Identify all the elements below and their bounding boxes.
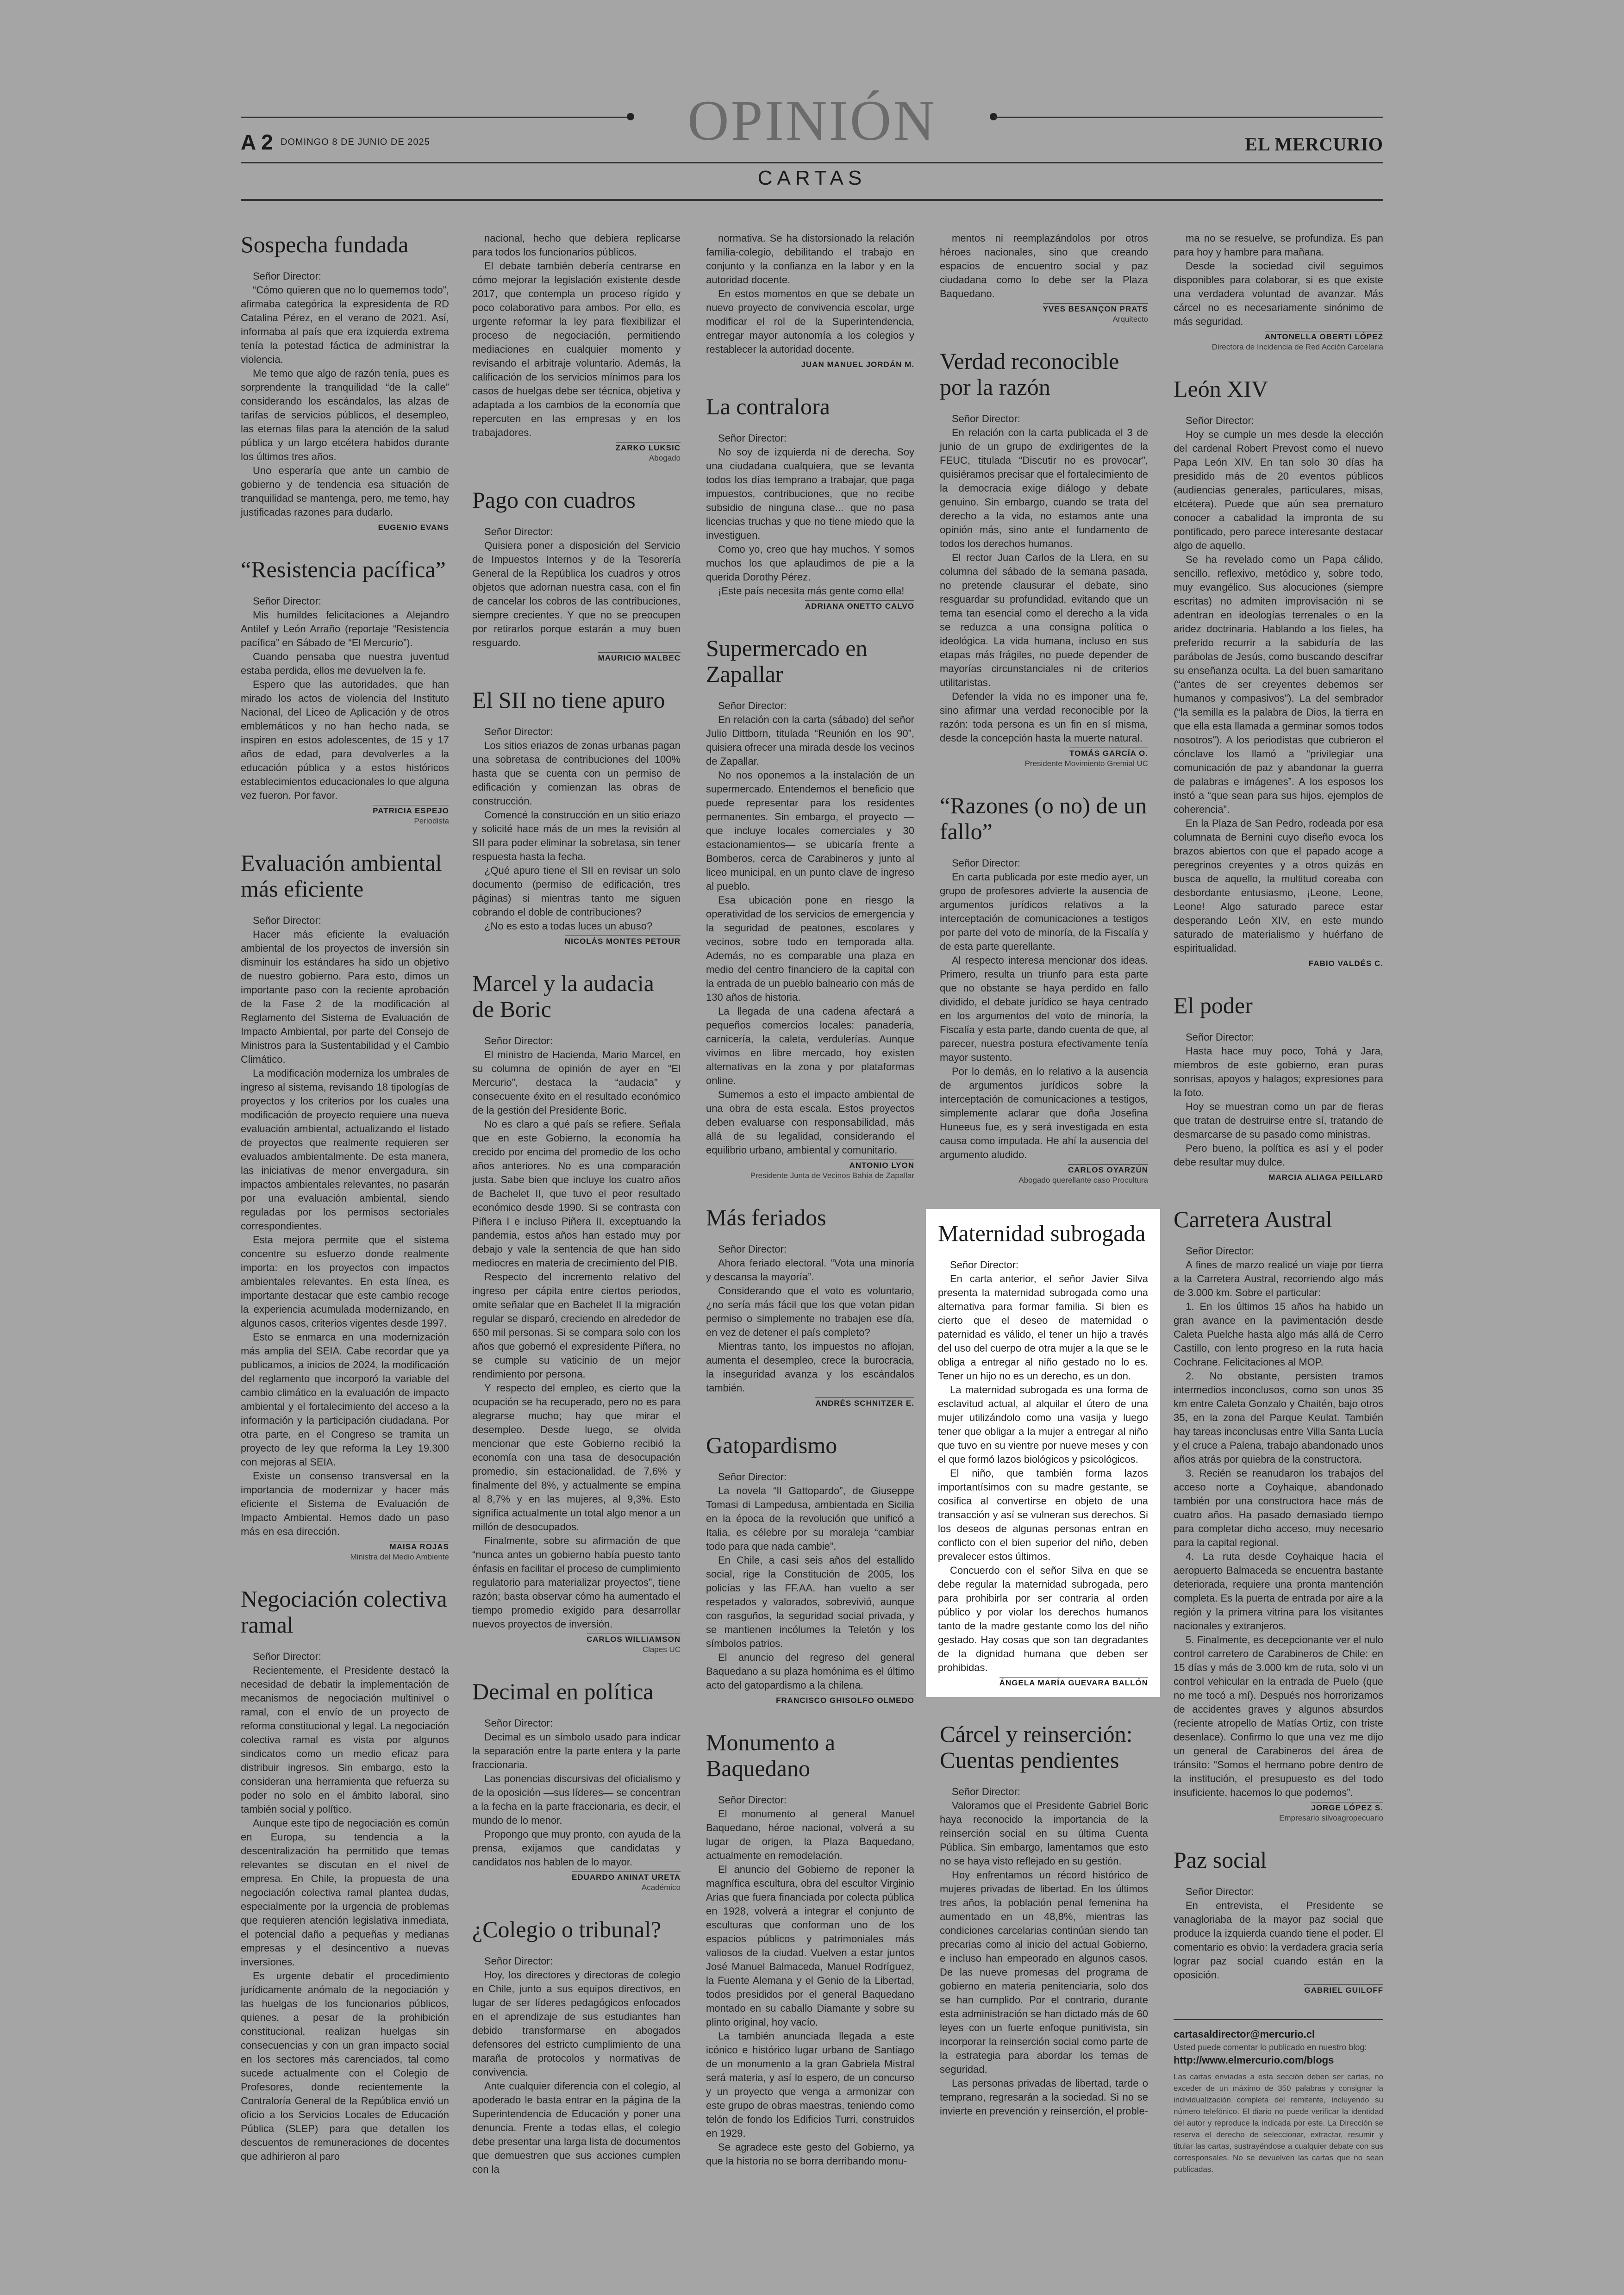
- letter-paragraph: Esa ubicación pone en riesgo la operatividad de los servicios de emergencia y la seguridad de peatones, escolares y vecinos, sobre todo en temporada alta. Además, no es comparable una plaza en medio del centro financiero de la capital con la entrada de un pueblo balneario con más de 130 años de historia.: [706, 894, 914, 1003]
- header-rule-top: [241, 162, 1383, 163]
- letter-maternidad-subrogada: [926, 1209, 1160, 1697]
- letter-salutation: Señor Director:: [718, 1471, 787, 1483]
- letter-signer-role: Abogado: [649, 454, 681, 462]
- letter-signature: MAURICIO MALBEC: [598, 652, 681, 662]
- contact-box: [1174, 2019, 1383, 2175]
- letter-signature: ANTONELLA OBERTI LÓPEZ: [1265, 331, 1383, 341]
- letter-paragraph: Comencé la construcción en un sitio eriazo y solicité hace más de un mes la revisión al SII para poder eliminar la sobretasa, sin tener respuesta hasta la fecha.: [472, 809, 681, 862]
- letter-paragraph: Hasta hace muy poco, Tohá y Jara, miembros de este gobierno, eran puras sonrisas, apoyos y halagos; expresiones para la foto.: [1174, 1045, 1383, 1098]
- letter-paragraph: Concuerdo con el señor Silva en que se debe regular la maternidad subrogada, pero para prohibirla por ser contraria al orden público y por violar los derechos humanos tanto de la madre gestante como los del niño gestado. Hay cosas que son tan degradantes de la dignidad humana que deben ser prohibidas.: [938, 1565, 1148, 1673]
- letter-paragraph: La novela “Il Gattopardo”, de Giuseppe Tomasi di Lampedusa, ambientada en Sicilia en la época de la revolución que unificó a Italia, es célebre por su moraleja “cambiar todo para que nada cambie”.: [706, 1485, 914, 1552]
- letter-paragraph: Uno esperaría que ante un cambio de gobierno y de tendencia esa situación de tranquilidad se mantenga, pero, me temo, hay justificadas razones para dudarlo.: [241, 465, 449, 518]
- page-date: DOMINGO 8 DE JUNIO DE 2025: [281, 137, 430, 147]
- letter-paragraph: Ante cualquier diferencia con el colegio, al apoderado le basta entrar en la página de la Superintendencia de Educación y poner una denuncia. Frente a todas ellas, el colegio debe presentar una larga lista de documentos que demuestren que sus acciones cumplen con la: [472, 2080, 681, 2175]
- column-5: [1174, 231, 1383, 2175]
- letter-paragraph: mentos ni reemplazándolos por otros héroes nacionales, sino que creando espacios de encuentro social y paz ciudadana como lo debe ser la Plaza Baquedano.: [940, 232, 1148, 299]
- letter-carcel-y-reinsercion-cuentas-pendientes: [940, 1721, 1148, 2118]
- letter-paragraph: La modificación moderniza los umbrales de ingreso al sistema, revisando 18 tipologías de proyectos y los criterios por los cuales una modificación de proyecto requiere una nueva evaluación ambiental, actualizando el listado de proyectos que realmente requieren ser evaluados ambientalmente. De esta manera, las iniciativas de menor envergadura, sin impactos ambientales relevantes, no pasarán por una evaluación ambiental, siendo reguladas por los permisos sectoriales correspondientes.: [241, 1067, 449, 1232]
- masthead: [241, 88, 1383, 204]
- letter-paragraph: El anuncio del regreso del general Baquedano a su plaza homónima es el último acto del gatopardismo a la chilena.: [706, 1652, 914, 1691]
- letter-signature: JUAN MANUEL JORDÁN M.: [801, 359, 914, 369]
- letter-signature: MARCIA ALIAGA PEILLARD: [1268, 1172, 1383, 1182]
- subsection-title: CARTAS: [757, 167, 867, 189]
- letter-paragraph: Desde la sociedad civil seguimos disponibles para colaborar, si es que existe una verdadera voluntad de avanzar. Más cárcel no es necesariamente sinónimo de más seguridad.: [1174, 260, 1383, 327]
- letter-title: Negociación colectiva ramal: [241, 1586, 447, 1638]
- letter-salutation: Señor Director:: [484, 526, 553, 537]
- letter-verdad-reconocible-por-la-razon: [940, 348, 1148, 768]
- letter-salutation: Señor Director:: [718, 1794, 787, 1806]
- letter-title: “Resistencia pacífica”: [241, 556, 446, 582]
- contact-email[interactable]: cartasaldirector@mercurio.cl: [1174, 2028, 1315, 2040]
- letter-title: Cárcel y reinserción: Cuentas pendientes: [940, 1721, 1133, 1773]
- letter-signature: FABIO VALDÉS C.: [1309, 958, 1383, 968]
- page-number: A 2: [241, 130, 273, 154]
- letter-paragraph: Pero bueno, la política es así y el poder debe resultar muy dulce.: [1174, 1142, 1383, 1168]
- letter-paragraph: Propongo que muy pronto, con ayuda de la prensa, exijamos que candidatas y candidatos nos hablen de lo mayor.: [472, 1828, 681, 1868]
- letter-paragraph: El anuncio del Gobierno de reponer la magnífica escultura, obra del escultor Virginio Arias que fuera financiada por colecta pública en 1928, volverá a integrar el conjunto de esculturas que conforman uno de los espacios públicos y patrimoniales más valiosos de la ciudad. Vuelven a estar juntos José Manuel Balmaceda, Manuel Rodríguez, la Fuente Alemana y el Genio de la Libertad, todos presididos por el general Baquedano montado en su caballo Diamante y sobre su plinto original, hoy vacío.: [706, 1864, 914, 2028]
- letter-title: Sospecha fundada: [241, 231, 409, 257]
- letter-title: La contralora: [706, 393, 830, 419]
- letter-signature: JORGE LÓPEZ S.: [1311, 1802, 1383, 1812]
- letter-paragraph: 3. Recién se reanudaron los trabajos del acceso norte a Coyhaique, abandonado también por una constructora hace más de cuatro años. Ha pasado demasiado tiempo para completar dicho acceso, muy necesario para la capital regional.: [1174, 1467, 1383, 1548]
- letter-paragraph: Es urgente debatir el procedimiento jurídicamente anómalo de la negociación y las huelgas de los funcionarios públicos, quienes, a pesar de la prohibición constitucional, realizan huelgas sin consecuencias y con un gran impacto social en los sectores más carenciados, tal como sucede actualmente con el Colegio de Profesores, donde recientemente la Contraloría General de la República envió un oficio a los Servicios Locales de Educación Pública (SLEP) para que detallen los descuentos de remuneraciones de docentes que adhirieron al paro: [241, 1970, 449, 2162]
- letter-paragraph: Como yo, creo que hay muchos. Y somos muchos los que aplaudimos de pie a la querida Dorothy Pérez.: [706, 543, 914, 583]
- letter-resistencia-pacifica: [241, 556, 449, 826]
- letter-signature: TOMÁS GARCÍA O.: [1069, 748, 1148, 758]
- letter-signer-role: Directora de Incidencia de Red Acción Carcelaria: [1212, 343, 1383, 351]
- letter-title: Gatopardismo: [706, 1432, 837, 1458]
- letter-paragraph: El ministro de Hacienda, Mario Marcel, en su columna de opinión de ayer en “El Mercurio”, destaca la “audacia” y consecuente éxito en el resultado económico de la gestión del Presidente Boric.: [472, 1049, 681, 1116]
- letter-monumento-a-baquedano: [706, 1729, 914, 2168]
- letter-paragraph: Decimal es un símbolo usado para indicar la separación entre la parte entera y la parte fraccionaria.: [472, 1731, 681, 1771]
- letter-paragraph: Respecto del incremento relativo del ingreso per cápita entre ciertos periodos, omite señalar que en Bachelet II la migración regular se disparó, creciendo en alrededor de 650 mil personas. Si se compara solo con los años que gobernó el expresidente Piñera, no se cumple su vaticinio de un mejor rendimiento por persona.: [472, 1271, 681, 1380]
- letter-paragraph: 4. La ruta desde Coyhaique hacia el aeropuerto Balmaceda se encuentra bastante deteriorada, requiere una pronta mantención completa. Es la puerta de entrada por aire a la región y la primera vitrina para los visitantes nacionales y extranjeros.: [1174, 1551, 1383, 1632]
- letter-razones-o-no-de-un-fallo: [940, 792, 1148, 1185]
- letter-evaluacion-ambiental-mas-eficiente: [241, 850, 449, 1562]
- letter-title: Pago con cuadros: [472, 487, 636, 513]
- letter-signer-role: Ministra del Medio Ambiente: [350, 1553, 449, 1561]
- letter-signature: ÁNGELA MARÍA GUEVARA BALLÓN: [999, 1677, 1148, 1687]
- letter-la-contralora: [706, 393, 914, 611]
- letter-salutation: Señor Director:: [253, 1651, 321, 1662]
- letter-paragraph: Mis humildes felicitaciones a Alejandro Antilef y León Arraño (reportaje “Resistencia pacífica” en Sábado de “El Mercurio”).: [241, 609, 449, 649]
- letter-signature: ANDRÉS SCHNITZER E.: [815, 1397, 914, 1408]
- letter-title: Monumento a Baquedano: [706, 1729, 836, 1781]
- letter-signer-role: Empresario silvoagropecuario: [1279, 1814, 1383, 1822]
- column-2: [472, 231, 681, 2201]
- letter-paragraph: Las ponencias discursivas del oficialismo y de la oposición —sus líderes— se concentran a la fecha en la parte fraccionaria, es decir, el mundo de lo menor.: [472, 1773, 681, 1826]
- letter-paragraph: Hoy, los directores y directoras de colegio en Chile, junto a sus equipos directivos, en lugar de ser líderes pedagógicos enfocados en el aprendizaje de sus estudiantes han debido transformarse en abogados defensores del estricto cumplimiento de una maraña de protocolos y normativas de convivencia.: [472, 1969, 681, 2078]
- letter-pago-con-cuadros: [472, 487, 681, 663]
- letter-paragraph: “Cómo quieren que no lo quememos todo”, afirmaba categórica la expresidenta de RD Catalina Pérez, en el verano de 2021. Así, informaba al país que era izquierda extrema tenía la potestad fáctica de administrar la violencia.: [241, 284, 449, 365]
- letter-salutation: Señor Director:: [1186, 1031, 1254, 1043]
- letter-title: El SII no tiene apuro: [472, 687, 665, 713]
- letter-paragraph: 1. En los últimos 15 años ha habido un gran avance en la pavimentación desde Caleta Puelche hasta algo más allá de Cerro Castillo, con lento progreso en la ruta hacia Cochrane. Felicitaciones al MOP.: [1174, 1301, 1383, 1368]
- letter-paragraph: Hoy se cumple un mes desde la elección del cardenal Robert Prevost como el nuevo Papa León XIV. En tan solo 30 días ha presidido más de 20 eventos públicos (audiencias generales, particulares, misas, etcétera). Puede que aún sea prematuro conocer a cabalidad la impronta de su pontificado, pero parece interesante destacar algo de aquello.: [1174, 429, 1383, 551]
- letter-salutation: Señor Director:: [484, 726, 553, 737]
- column-3: [706, 231, 914, 2192]
- letter-title: Verdad reconocible por la razón: [940, 348, 1119, 400]
- letter-paragraph: No soy de izquierda ni de derecha. Soy una ciudadana cualquiera, que se levanta todos los días temprano a trabajar, que paga impuestos, contribuciones, que no recibe subsidio de ninguna clase... que no pasa licencias truchas y que no tiene miedo que la investiguen.: [706, 446, 914, 541]
- letter-paragraph: Valoramos que el Presidente Gabriel Boric haya reconocido la importancia de la reinserción social en su última Cuenta Pública. Sin embargo, lamentamos que esto no se haya visto reflejado en su gestión.: [940, 1800, 1148, 1867]
- letter-salutation: Señor Director:: [253, 595, 321, 607]
- letter-paragraph: Cuando pensaba que nuestra juventud estaba perdida, ellos me devuelven la fe.: [241, 651, 449, 676]
- letter-salutation: Señor Director:: [1186, 1886, 1254, 1897]
- letter-continuation: [1174, 231, 1383, 352]
- letter-signer-role: Clapes UC: [642, 1645, 681, 1654]
- letter-signature: CARLOS OYARZÚN: [1068, 1164, 1148, 1174]
- letter-paragraph: En carta publicada por este medio ayer, un grupo de profesores advierte la ausencia de argumentos jurídicos relativos a la interceptación de comunicaciones a testigos por parte del voto de minoría, de la Fiscalía y de esta parte querellante.: [940, 871, 1148, 952]
- letter-salutation: Señor Director:: [952, 1786, 1020, 1797]
- letter-title: Más feriados: [706, 1204, 826, 1230]
- header-rule-bottom: [241, 199, 1383, 201]
- letter-title: Paz social: [1174, 1847, 1267, 1873]
- letter-paragraph: No es claro a qué país se refiere. Señala que en este Gobierno, la economía ha crecido por encima del promedio de los ocho años anteriores. No es una comparación justa. Sabe bien que incluye los cuatro años de Bachelet II, que tuvo el peor resultado económico desde 1990. Si se contrasta con Piñera I e incluso Piñera II, exceptuando la pandemia, estos años han estado muy por debajo y vale la sentencia de que han sido mediocres en materia de crecimiento del PIB.: [472, 1118, 681, 1269]
- letter-negociacion-colectiva-ramal: [241, 1586, 449, 2164]
- letter-signer-role: Periodista: [414, 817, 449, 825]
- letter-paragraph: A fines de marzo realicé un viaje por tierra a la Carretera Austral, recorriendo algo más de 3.000 km. Sobre el particular:: [1174, 1259, 1383, 1298]
- letter-paragraph: Espero que las autoridades, que han mirado los actos de violencia del Instituto Nacional, del Liceo de Aplicación y de otros emblemáticos y no han hecho nada, se inspiren en estos adolescentes, de 15 y 17 años de edad, para devolverles a la educación pública y a estos históricos establecimientos educacionales lo que alguna vez fueron. Por favor.: [241, 679, 449, 801]
- letter-title: Carretera Austral: [1174, 1206, 1332, 1232]
- letter-title: Marcel y la audacia de Boric: [472, 970, 654, 1022]
- letter-decimal-en-politica: [472, 1678, 681, 1892]
- letter-paragraph: Me temo que algo de razón tenía, pues es sorprendente la tranquilidad “de la calle” considerando los escándalos, las alzas de tarifas de servicios públicos, el desempleo, las eternas filas para la atención de la salud pública y un largo etcétera habidos durante los últimos tres años.: [241, 368, 449, 462]
- letter-paragraph: El rector Juan Carlos de la Llera, en su columna del sábado de la semana pasada, no pretende clausurar el debate, sino resguardar su profundidad, evitando que un tema tan esencial como el derecho a la vida se reduzca a una consigna política o ideológica. La vida humana, incluso en sus etapas más frágiles, no puede depender de mayorías circunstanciales ni de criterios utilitaristas.: [940, 552, 1148, 688]
- letter-supermercado-en-zapallar: [706, 635, 914, 1180]
- blog-intro: Usted puede comentar lo publicado en nuestro blog:: [1174, 2043, 1367, 2052]
- letter-paragraph: ¿Qué apuro tiene el SII en revisar un solo documento (permiso de edificación, tres páginas) si mientras tanto me siguen cobrando el doble de contribuciones?: [472, 865, 681, 918]
- letter-paragraph: Al respecto interesa mencionar dos ideas. Primero, resulta un triunfo para esta parte que no obstante se haya perdido en fallo dividido, el debate jurídico se haya centrado en los argumentos del voto de minoría, la Fiscalía y esta parte, dando cuenta de que, al parecer, nuestra postura efectivamente tenía mayor sustento.: [940, 954, 1148, 1063]
- letter-title: Maternidad subrogada: [938, 1220, 1146, 1246]
- letter-paragraph: nacional, hecho que debiera replicarse para todos los funcionarios públicos.: [472, 232, 681, 258]
- letter-paragraph: El debate también debería centrarse en cómo mejorar la legislación existente desde 2017, que contempla un proceso rígido y poco colaborativo para ambos. Por ello, es urgente reformar la ley para flexibilizar el proceso de negociación, permitiendo mediaciones en cualquier momento y revisando el arbitraje voluntario. Además, la calificación de los servicios mínimos para los casos de huelgas debe ser técnica, objetiva y adaptada a los cambios de la economía que repercuten en las empresas y en los trabajadores.: [472, 260, 681, 438]
- letter-paragraph: La maternidad subrogada es una forma de esclavitud actual, al alquilar el útero de una mujer utilizándolo como una vasija y luego tener que obligar a la mujer a entregar al niño que tuvo en su vientre por nueve meses y con el que formó lazos biológicos y psicológicos.: [938, 1384, 1148, 1465]
- letter-signer-role: Arquitecto: [1112, 315, 1148, 324]
- letter-paragraph: 5. Finalmente, es decepcionante ver el nulo control carretero de Carabineros de Chile: en 15 días y más de 3.000 km de ruta, solo vi un control vehicular en la entrada de Puelo (que no me tocó a mí). Después nos horrorizamos de accidentes graves y algunos absurdos (reciente atropello de Matías Ortiz, con triste desenlace). Confirmo lo que una vez me dijo un general de Carabineros del área de tránsito: “Somos el hermano pobre dentro de la institución, el presupuesto es del todo insuficiente, hacemos lo que podemos”.: [1174, 1634, 1383, 1798]
- letter-paragraph: Considerando que el voto es voluntario, ¿no sería más fácil que los que votan pidan permiso o simplemente no trabajen ese día, en vez de detener el país completo?: [706, 1285, 914, 1338]
- letter-signer-role: Presidente Movimiento Gremial UC: [1024, 759, 1148, 768]
- letter-salutation: Señor Director:: [950, 1259, 1018, 1271]
- letter-salutation: Señor Director:: [718, 432, 787, 444]
- letter-paragraph: normativa. Se ha distorsionado la relación familia-colegio, debilitando el trabajo en conjunto y la confianza en la labor y en la autoridad docente.: [706, 232, 914, 286]
- letter-continuation: [706, 231, 914, 369]
- letter-signature: ZARKO LUKSIC: [616, 442, 681, 452]
- letter-salutation: Señor Director:: [1186, 415, 1254, 426]
- column-4: [940, 231, 1148, 2142]
- letter-paragraph: En Chile, a casi seis años del estallido social, rige la Constitución de 2005, los policías y las FF.AA. han vuelto a ser respetados y valorados, sobrevivió, aunque con rasguños, la seguridad social privada, y se mantienen incólumes la Teletón y los símbolos patrios.: [706, 1554, 914, 1649]
- letter-salutation: Señor Director:: [1186, 1245, 1254, 1257]
- letter-paragraph: Ahora feriado electoral. “Vota una minoría y descansa la mayoría”.: [706, 1257, 914, 1283]
- letter-title: El poder: [1174, 992, 1253, 1018]
- letter-signature: EDUARDO ANINAT URETA: [572, 1871, 681, 1882]
- letter-signature: FRANCISCO GHISOLFO OLMEDO: [776, 1695, 914, 1705]
- letter-paragraph: Recientemente, el Presidente destacó la necesidad de debatir la implementación de mecanismos de negociación multinivel o ramal, con el envío de un proyecto de reforma constitucional y legal. La negociación colectiva ramal es vista por algunos sindicatos como un medio eficaz para distribuir ingresos. Sin embargo, esto la consideran una herramienta que refuerza su poder no solo en el ámbito laboral, sino también social y político.: [241, 1665, 449, 1815]
- letter-signature: EUGENIO EVANS: [378, 522, 449, 532]
- letter-signature: ANTONIO LYON: [849, 1160, 914, 1170]
- letter-title: Evaluación ambiental más eficiente: [241, 850, 442, 902]
- letter-signer-role: Presidente Junta de Vecinos Bahía de Zapallar: [750, 1171, 914, 1180]
- letter-paragraph: La llegada de una cadena afectará a pequeños comercios locales: panadería, carnicería, la caleta, verdulerías. Aunque vivimos en libre mercado, hoy existen alternativas en la zona y por plataformas online.: [706, 1005, 914, 1086]
- letter-leon-xiv: [1174, 376, 1383, 968]
- letter-paragraph: Aunque este tipo de negociación es común en Europa, su tendencia a la descentralización ha permitido que temas relevantes se discutan en el nivel de empresa. En Chile, la propuesta de una negociación colectiva ramal plantea dudas, especialmente por la urgencia de problemas que requieren atención legislativa inmediata, el potencial daño a pequeñas y medianas empresas y el desincentivo a nuevas inversiones.: [241, 1817, 449, 1968]
- letter-paragraph: ma no se resuelve, se profundiza. Es pan para hoy y hambre para mañana.: [1174, 232, 1383, 258]
- column-1: [241, 231, 449, 2188]
- letter-paragraph: ¡Este país necesita más gente como ella!: [718, 585, 905, 597]
- letter-signature: PATRICIA ESPEJO: [373, 805, 449, 815]
- letter-salutation: Señor Director:: [484, 1035, 553, 1047]
- letter-paragraph: Existe un consenso transversal en la importancia de modernizar y hacer más eficiente el Sistema de Evaluación de Impacto Ambiental. Hemos dado un paso más en esa dirección.: [241, 1470, 449, 1537]
- letter-el-sii-no-tiene-apuro: [472, 687, 681, 946]
- letter-continuation: [940, 231, 1148, 324]
- letter-signature: CARLOS WILLIAMSON: [587, 1634, 681, 1644]
- letter-salutation: Señor Director:: [718, 1243, 787, 1255]
- letter-el-poder: [1174, 992, 1383, 1182]
- letter-paragraph: Las personas privadas de libertad, tarde o temprano, regresarán a la sociedad. Si no se invierte en prevención y reinserción, el proble-: [940, 2077, 1149, 2117]
- letter-paragraph: El monumento al general Manuel Baquedano, héroe nacional, volverá a su lugar de origen, la Plaza Baquedano, actualmente en remodelación.: [706, 1808, 914, 1861]
- masthead-rule-right: [994, 117, 1383, 118]
- letter-signature: GABRIEL GUILOFF: [1304, 1984, 1383, 1995]
- letter-signature: YVES BESANÇON PRATS: [1043, 303, 1148, 313]
- column-5-letters: [1174, 231, 1383, 1995]
- letter-paragraph: 2. No obstante, persisten tramos intermedios inconclusos, como son unos 35 km entre Caleta Gonzalo y Chaitén, bajo otros 35, en la zona del Parque Keulat. También hay tareas inconclusas entre Villa Santa Lucía y el cruce a Palena, trabajo abandonado unos años atrás por quiebra de la constructora.: [1174, 1370, 1383, 1465]
- letter-paz-social: [1174, 1847, 1383, 1995]
- letter-paragraph: Esta mejora permite que el sistema concentre su esfuerzo donde realmente importa: en los proyectos con impactos ambientales relevantes. En esta línea, es importante destacar que este cambio recoge la experiencia acumulada modernizando, en algunos casos, criterios vigentes desde 1997.: [241, 1234, 449, 1329]
- blog-link[interactable]: http://www.elmercurio.com/blogs: [1174, 2054, 1334, 2066]
- letter-paragraph: En relación con la carta (sábado) del señor Julio Dittborn, titulada “Reunión en los 90”, quisiera ofrecer una mirada desde los vecinos de Zapallar.: [706, 714, 914, 767]
- letter-paragraph: Los sitios eriazos de zonas urbanas pagan una sobretasa de contribuciones del 100% hasta que se cuenta con un permiso de edificación y comienzan las obras de construcción.: [472, 740, 681, 807]
- letter-paragraph: Se ha revelado como un Papa cálido, sencillo, reflexivo, metódico y, sobre todo, muy evangélico. Sus alocuciones (siempre escritas) no admiten improvisación ni se adentran en ideologías terrenales o en la aridez doctrinaria. Hablando a los fieles, ha preferido recurrir a la sabiduría de las parábolas de Jesús, como buscando descifrar su enseñanza oculta. La del buen samaritano (“antes de ser creyentes debemos ser humanos y compasivos”). La del sembrador (“la semilla es la palabra de Dios, la tierra en que ella esta llamada a germinar somos todos nosotros”). A los periodistas que cubrieron el cónclave los llamó a “privilegiar una comunicación de paz y abandonar la guerra de palabras e imágenes”. A los esposos los instó a “que sean para sus hijos, ejemplos de coherencia”.: [1174, 554, 1383, 815]
- letter-signer-role: Académico: [641, 1883, 681, 1892]
- letter-sospecha-fundada: [241, 231, 449, 532]
- letter-paragraph: En estos momentos en que se debate un nuevo proyecto de convivencia escolar, urge modificar el rol de la Superintendencia, entregar mayor autonomía a los colegios y restablecer la autoridad docente.: [706, 288, 914, 355]
- letter-paragraph: En carta anterior, el señor Javier Silva presenta la maternidad subrogada como una alternativa para formar familia. Si bien es cierto que el deseo de maternidad o paternidad es válido, el tener un hijo a través del uso del cuerpo de otra mujer a la que se le obliga a entregar al niño gestado no lo es. Tener un hijo no es un derecho, es un don.: [938, 1273, 1148, 1382]
- letter-paragraph: Por lo demás, en lo relativo a la ausencia de argumentos jurídicos sobre la interceptación de comunicaciones a testigos, simplemente aclarar que doña Josefina Huneeus fue, es y será investigada en esta causa como imputada. He ahí la ausencia del argumento aludido.: [940, 1066, 1148, 1160]
- letter-paragraph: Y respecto del empleo, es cierto que la ocupación se ha recuperado, pero no es para alegrarse mucho; hay que mirar el desempleo. Desde luego, se olvida mencionar que este Gobierno recibió la economía con una tasa de desocupación promedio, sin estacionalidad, de 7,6% y finalmente del 8%, y actualmente se empina al 8,7% y en las mujeres, al 9,3%. Esto significa actualmente un total algo menor a un millón de desocupados.: [472, 1382, 681, 1533]
- letter-carretera-austral: [1174, 1206, 1383, 1823]
- letter-salutation: Señor Director:: [484, 1955, 553, 1967]
- letter-paragraph: Finalmente, sobre su afirmación de que “nunca antes un gobierno había puesto tanto énfasis en facilitar el proceso de cumplimiento regulatorio para materializar proyectos”, tiene razón; basta observar cómo ha aumentado el tiempo promedio exigido para desarrollar nuevos proyectos de inversión.: [472, 1535, 681, 1630]
- letter-colegio-o-tribunal: [472, 1916, 681, 2177]
- letter-salutation: Señor Director:: [253, 270, 321, 282]
- section-title: OPINIÓN: [687, 89, 937, 152]
- letter-paragraph: Se agradece este gesto del Gobierno, ya que la historia no se borra derribando monu-: [706, 2141, 914, 2167]
- letter-paragraph: En relación con la carta publicada el 3 de junio de un grupo de exdirigentes de la FEUC, titulada “Discutir no es provocar”, quisiéramos precisar que el fortalecimiento de la democracia exige diálogo y debate genuino. Sin embargo, cuando se trata del derecho a la vida, no estamos ante una opinión más, sino ante el fundamento de todos los derechos humanos.: [940, 427, 1148, 549]
- letter-signature: ADRIANA ONETTO CALVO: [805, 600, 914, 611]
- letter-paragraph: Hoy enfrentamos un récord histórico de mujeres privadas de libertad. En los últimos tres años, la población penal femenina ha aumentado en un 48,8%, mientras las condiciones carcelarias continúan siendo tan precarias como al inicio del actual Gobierno, e incluso han empeorado en algunos casos. De las nueve promesas del programa de gobierno en materia penitenciaria, solo dos se han cumplido. Por el contrario, durante esta administración se han dictado más de 60 leyes con un fuerte enfoque punitivista, sin incorporar la reinserción social como parte de la estrategia para abordar los temas de seguridad.: [940, 1869, 1148, 2075]
- letter-salutation: Señor Director:: [253, 915, 321, 926]
- letter-title: “Razones (o no) de un fallo”: [940, 792, 1147, 844]
- letter-signer-role: Abogado querellante caso Procultura: [1018, 1176, 1148, 1185]
- letter-signature: MAISA ROJAS: [390, 1541, 449, 1551]
- letter-mas-feriados: [706, 1204, 914, 1408]
- letter-signature: NICOLÁS MONTES PETOUR: [565, 935, 681, 946]
- letter-paragraph: Hacer más eficiente la evaluación ambiental de los proyectos de inversión sin disminuir los estándares ha sido un objetivo de nuestro gobierno. Para esto, dimos un importante paso con la reciente aprobación de la Fase 2 de la modificación al Reglamento del Sistema de Evaluación de Impacto Ambiental, por parte del Consejo de Ministros para la Sustentabilidad y el Cambio Climático.: [241, 929, 449, 1065]
- letter-continuation: [472, 231, 681, 463]
- letter-title: Supermercado en Zapallar: [706, 635, 868, 687]
- letter-paragraph: Mientras tanto, los impuestos no aflojan, aumenta el desempleo, crece la burocracia, la inseguridad avanza y los escándalos también.: [706, 1341, 914, 1394]
- letter-paragraph: Defender la vida no es imponer una fe, sino afirmar una verdad reconocible por la razón: toda persona es un fin en sí misma, desde la concepción hasta la muerte natural.: [940, 691, 1148, 744]
- letter-title: ¿Colegio o tribunal?: [472, 1916, 662, 1942]
- letter-paragraph: ¿No es esto a todas luces un abuso?: [484, 920, 653, 932]
- newspaper-brand: EL MERCURIO: [1245, 134, 1383, 155]
- letter-salutation: Señor Director:: [484, 1717, 553, 1729]
- letter-salutation: Señor Director:: [952, 857, 1020, 869]
- letter-salutation: Señor Director:: [718, 700, 787, 711]
- letter-paragraph: En la Plaza de San Pedro, rodeada por esa columnata de Bernini cuyo diseño evoca los brazos abiertos con que el papado acoge a peregrinos creyentes y a otros quizás en busca de aquello, la multitud coreaba con desbordante entusiasmo, ¡Leone, Leone, Leone! Algo saturado parece estar desperando León XIV, en este mundo saturado de materialismo y huérfano de espiritualidad.: [1174, 817, 1383, 954]
- letter-paragraph: La también anunciada llegada a este icónico e histórico lugar urbano de Santiago de un monumento a la gran Gabriela Mistral será materia, y así lo espero, de un concurso y un proyecto que venga a armonizar con este grupo de obras maestras, teniendo como telón de fondo los Edificios Turri, construidos en 1929.: [706, 2030, 914, 2139]
- submission-note: Las cartas enviadas a esta sección deben ser cartas, no exceder de un máximo de 350 palabras y consignar la individualización completa del remitente, incluyendo su número telefónico. El diario no puede verificar la identidad del autor y reproduce la indicada por este. La Dirección se reserva el derecho de seleccionar, extractar, resumir y titular las cartas, sustrayéndose a cualquier debate con sus corresponsales. No se devuelven las cartas que no sean publicadas.: [1174, 2072, 1383, 2174]
- letter-paragraph: En entrevista, el Presidente se vanagloriaba de la mayor paz social que produce la izquierda cuando tiene el poder. El comentario es obvio: la verdadera gracia sería lograr paz social cuando están en la oposición.: [1174, 1900, 1383, 1981]
- letter-salutation: Señor Director:: [952, 413, 1020, 424]
- letter-paragraph: Hoy se muestran como un par de fieras que tratan de destruirse entre sí, tratando de desmarcarse de su pasado como ministras.: [1174, 1101, 1383, 1140]
- letter-paragraph: No nos oponemos a la instalación de un supermercado. Entendemos el beneficio que puede representar para los residentes permanentes. Sin embargo, el proyecto —que incluye locales comerciales y 30 estacionamientos— se ubicaría frente a Bomberos, cerca de Carabineros y junto al liceo municipal, en un punto clave de ingreso al pueblo.: [706, 769, 914, 892]
- letter-paragraph: Sumemos a esto el impacto ambiental de una obra de esta escala. Estos proyectos deben evaluarse con responsabilidad, más allá de su legalidad, considerando el equilibrio urbano, ambiental y comunitario.: [706, 1089, 914, 1156]
- letter-gatopardismo: [706, 1432, 914, 1705]
- letter-paragraph: El niño, que también forma lazos importantísimos con su madre gestante, se cosifica al convertirse en objeto de una transacción y así se vulneran sus derechos. Si los deseos de algunas personas entran en conflicto con el bien superior del niño, deben prevalecer estos últimos.: [938, 1467, 1148, 1562]
- letter-paragraph: Quisiera poner a disposición del Servicio de Impuestos Internos y de la Tesorería General de la República los cuadros y otros objetos que adornan nuestra casa, con el fin de cancelar los cobros de las contribuciones, siempre crecientes. Y que no se preocupen por retirarlos porque estarán a muy buen resguardo.: [472, 540, 681, 649]
- letter-title: Decimal en política: [472, 1678, 654, 1704]
- letter-title: León XIV: [1174, 376, 1268, 402]
- letter-paragraph: Esto se enmarca en una modernización más amplia del SEIA. Cabe recordar que ya publicamos, a inicios de 2024, la modificación del reglamento que incorporó la variable del cambio climático en la evaluación de impacto ambiental y el fortalecimiento del acceso a la información y la participación ciudadana. Por otra parte, en el Congreso se tramita un proyecto de ley que reforma la Ley 19.300 con mejoras al SEIA.: [241, 1331, 449, 1468]
- letter-marcel-y-la-audacia-de-boric: [472, 970, 681, 1654]
